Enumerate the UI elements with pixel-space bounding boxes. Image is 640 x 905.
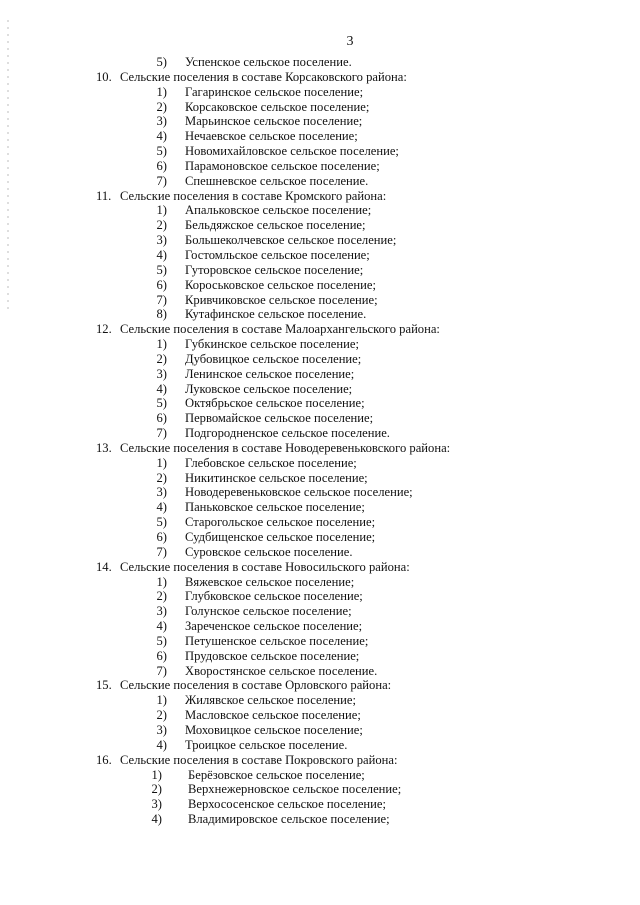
item-text: Бельдяжское сельское поселение; <box>185 218 366 233</box>
item-text: Суровское сельское поселение. <box>185 544 353 559</box>
item-text: Гостомльское сельское поселение; <box>185 247 370 262</box>
item-number: 7) <box>156 292 167 307</box>
item-number: 4) <box>156 381 167 396</box>
item-number: 4) <box>151 812 162 827</box>
list-item <box>0 144 640 159</box>
list-item <box>0 278 640 293</box>
item-number: 3) <box>156 485 167 500</box>
item-text: Дубовицкое сельское поселение; <box>185 351 362 366</box>
item-text: Успенское сельское поселение. <box>185 55 352 69</box>
item-number: 5) <box>156 144 167 159</box>
item-text: Новодеревеньковское сельское поселение; <box>185 485 413 500</box>
list-item <box>0 634 640 649</box>
list-item <box>0 382 640 397</box>
list-item <box>0 174 640 189</box>
section-title: Сельские поселения в составе Орловского района: <box>120 678 392 693</box>
item-text: Подгородненское сельское поселение. <box>185 426 390 441</box>
item-text: Старогольское сельское поселение; <box>185 515 376 530</box>
item-text: Верхнежерновское сельское поселение; <box>188 782 402 797</box>
item-text: Прудовское сельское поселение; <box>185 648 360 663</box>
list-item <box>0 203 640 218</box>
item-number: 3) <box>156 114 167 129</box>
item-number: 4) <box>156 129 167 144</box>
section-title: Сельские поселения в составе Малоархангельского района: <box>120 322 440 337</box>
item-number: 1) <box>156 574 167 589</box>
item-number: 5) <box>156 396 167 411</box>
item-text: Троицкое сельское поселение. <box>185 737 348 752</box>
item-number: 6) <box>156 411 167 426</box>
item-number: 2) <box>156 470 167 485</box>
section-title: Сельские поселения в составе Кромского района: <box>120 188 387 203</box>
list-item <box>0 114 640 129</box>
item-number: 2) <box>156 589 167 604</box>
section-heading <box>0 322 640 337</box>
item-text: Кутафинское сельское поселение. <box>185 307 367 322</box>
list-item <box>0 530 640 545</box>
item-text: Апальковское сельское поселение; <box>185 203 372 218</box>
section-orlovsky <box>0 678 640 752</box>
item-text: Ленинское сельское поселение; <box>185 366 355 381</box>
list-item <box>0 129 640 144</box>
item-text: Губкинское сельское поселение; <box>185 337 359 352</box>
list-item <box>0 293 640 308</box>
item-text: Кривчиковское сельское поселение; <box>185 292 378 307</box>
section-number: 12. <box>96 322 112 337</box>
section-novoderevenkovsky <box>0 441 640 560</box>
list-item <box>0 263 640 278</box>
section-heading <box>0 189 640 204</box>
list-item <box>0 307 640 322</box>
item-number: 5) <box>156 515 167 530</box>
list-item <box>0 233 640 248</box>
item-number: 2) <box>156 351 167 366</box>
item-text: Жилявское сельское поселение; <box>185 693 356 708</box>
item-number: 3) <box>151 797 162 812</box>
list-item <box>0 575 640 590</box>
item-text: Вяжевское сельское поселение; <box>185 574 355 589</box>
list-item <box>0 218 640 233</box>
list-item <box>0 782 640 797</box>
item-text: Новомихайловское сельское поселение; <box>185 144 399 159</box>
list-item <box>0 723 640 738</box>
item-text: Никитинское сельское поселение; <box>185 470 368 485</box>
list-item <box>0 649 640 664</box>
item-text: Зареченское сельское поселение; <box>185 619 363 634</box>
item-text: Первомайское сельское поселение; <box>185 411 374 426</box>
list-item <box>0 485 640 500</box>
item-number: 3) <box>156 233 167 248</box>
list-item <box>0 738 640 753</box>
item-number: 1) <box>156 84 167 99</box>
list-item <box>0 55 640 70</box>
list-item <box>0 248 640 263</box>
item-text: Петушенское сельское поселение; <box>185 633 369 648</box>
item-text: Верхососенское сельское поселение; <box>188 797 386 812</box>
section-pokrovsky <box>0 753 640 827</box>
item-number: 2) <box>156 218 167 233</box>
list-item <box>0 85 640 100</box>
list-item <box>0 664 640 679</box>
list-item <box>0 471 640 486</box>
item-number: 1) <box>156 455 167 470</box>
item-text: Парамоновское сельское поселение; <box>185 158 380 173</box>
item-number: 7) <box>156 173 167 188</box>
item-text: Короськовское сельское поселение; <box>185 277 376 292</box>
item-text: Марьинское сельское поселение; <box>185 114 363 129</box>
section-novosilsky <box>0 560 640 679</box>
item-text: Глебовское сельское поселение; <box>185 455 357 470</box>
list-item <box>0 812 640 827</box>
section-heading <box>0 70 640 85</box>
item-text: Голунское сельское поселение; <box>185 604 352 619</box>
item-text: Гагаринское сельское поселение; <box>185 84 364 99</box>
list-item <box>0 604 640 619</box>
item-number: 4) <box>156 619 167 634</box>
list-item <box>0 708 640 723</box>
list-item <box>0 545 640 560</box>
section-number: 15. <box>96 678 112 693</box>
list-item <box>0 500 640 515</box>
section-heading <box>0 441 640 456</box>
list-item <box>0 100 640 115</box>
item-number: 3) <box>156 366 167 381</box>
list-item <box>0 693 640 708</box>
item-number: 2) <box>151 782 162 797</box>
section-heading <box>0 678 640 693</box>
item-number: 4) <box>156 500 167 515</box>
item-number: 3) <box>156 604 167 619</box>
section-number: 14. <box>96 559 112 574</box>
item-text: Гуторовское сельское поселение; <box>185 262 364 277</box>
item-text: Большеколчевское сельское поселение; <box>185 233 397 248</box>
section-maloarkhangelsky <box>0 322 640 441</box>
section-korsakovsky <box>0 70 640 189</box>
item-text: Луковское сельское поселение; <box>185 381 353 396</box>
list-item <box>0 337 640 352</box>
item-number: 6) <box>156 158 167 173</box>
item-number: 1) <box>156 337 167 352</box>
list-item <box>0 456 640 471</box>
item-number: 1) <box>156 693 167 708</box>
item-number: 5) <box>156 633 167 648</box>
item-number: 7) <box>156 544 167 559</box>
section-number: 13. <box>96 440 112 455</box>
section-title: Сельские поселения в составе Корсаковского района: <box>120 69 407 84</box>
item-text: Владимировское сельское поселение; <box>188 812 390 827</box>
item-text: Спешневское сельское поселение. <box>185 173 369 188</box>
list-item <box>0 619 640 634</box>
list-item <box>0 352 640 367</box>
section-kromskoy <box>0 189 640 323</box>
list-item <box>0 515 640 530</box>
item-number: 4) <box>156 247 167 262</box>
section-title: Сельские поселения в составе Новодеревеньковского района: <box>120 440 451 455</box>
item-number: 3) <box>156 722 167 737</box>
item-text: Глубковское сельское поселение; <box>185 589 363 604</box>
item-number: 2) <box>156 99 167 114</box>
list-item <box>0 589 640 604</box>
section-title: Сельские поселения в составе Покровского района: <box>120 752 398 767</box>
item-number: 2) <box>156 708 167 723</box>
item-text: Хворостянское сельское поселение. <box>185 663 378 678</box>
item-number: 5) <box>156 262 167 277</box>
item-number: 5) <box>156 55 167 69</box>
item-text: Паньковское сельское поселение; <box>185 500 365 515</box>
section-number: 10. <box>96 69 112 84</box>
item-number: 1) <box>156 203 167 218</box>
list-item <box>0 797 640 812</box>
list-item <box>0 426 640 441</box>
item-number: 4) <box>156 737 167 752</box>
item-number: 6) <box>156 648 167 663</box>
list-item <box>0 768 640 783</box>
list-item <box>0 411 640 426</box>
section-number: 16. <box>96 752 112 767</box>
item-text: Корсаковское сельское поселение; <box>185 99 370 114</box>
item-text: Нечаевское сельское поселение; <box>185 129 358 144</box>
section-heading <box>0 560 640 575</box>
section-title: Сельские поселения в составе Новосильского района: <box>120 559 410 574</box>
item-number: 7) <box>156 663 167 678</box>
item-number: 1) <box>151 767 162 782</box>
list-item <box>0 159 640 174</box>
item-text: Моховицкое сельское поселение; <box>185 722 363 737</box>
item-number: 6) <box>156 277 167 292</box>
item-text: Судбищенское сельское поселение; <box>185 530 376 544</box>
item-number: 8) <box>156 307 167 322</box>
item-text: Масловское сельское поселение; <box>185 708 361 723</box>
item-number: 6) <box>156 530 167 544</box>
section-heading <box>0 753 640 768</box>
document-body <box>0 55 640 827</box>
list-item <box>0 367 640 382</box>
section-number: 11. <box>96 188 112 203</box>
item-text: Берёзовское сельское поселение; <box>188 767 365 782</box>
item-number: 7) <box>156 426 167 441</box>
item-text: Октябрьское сельское поселение; <box>185 396 365 411</box>
page-number: 3 <box>346 34 354 49</box>
list-item <box>0 396 640 411</box>
